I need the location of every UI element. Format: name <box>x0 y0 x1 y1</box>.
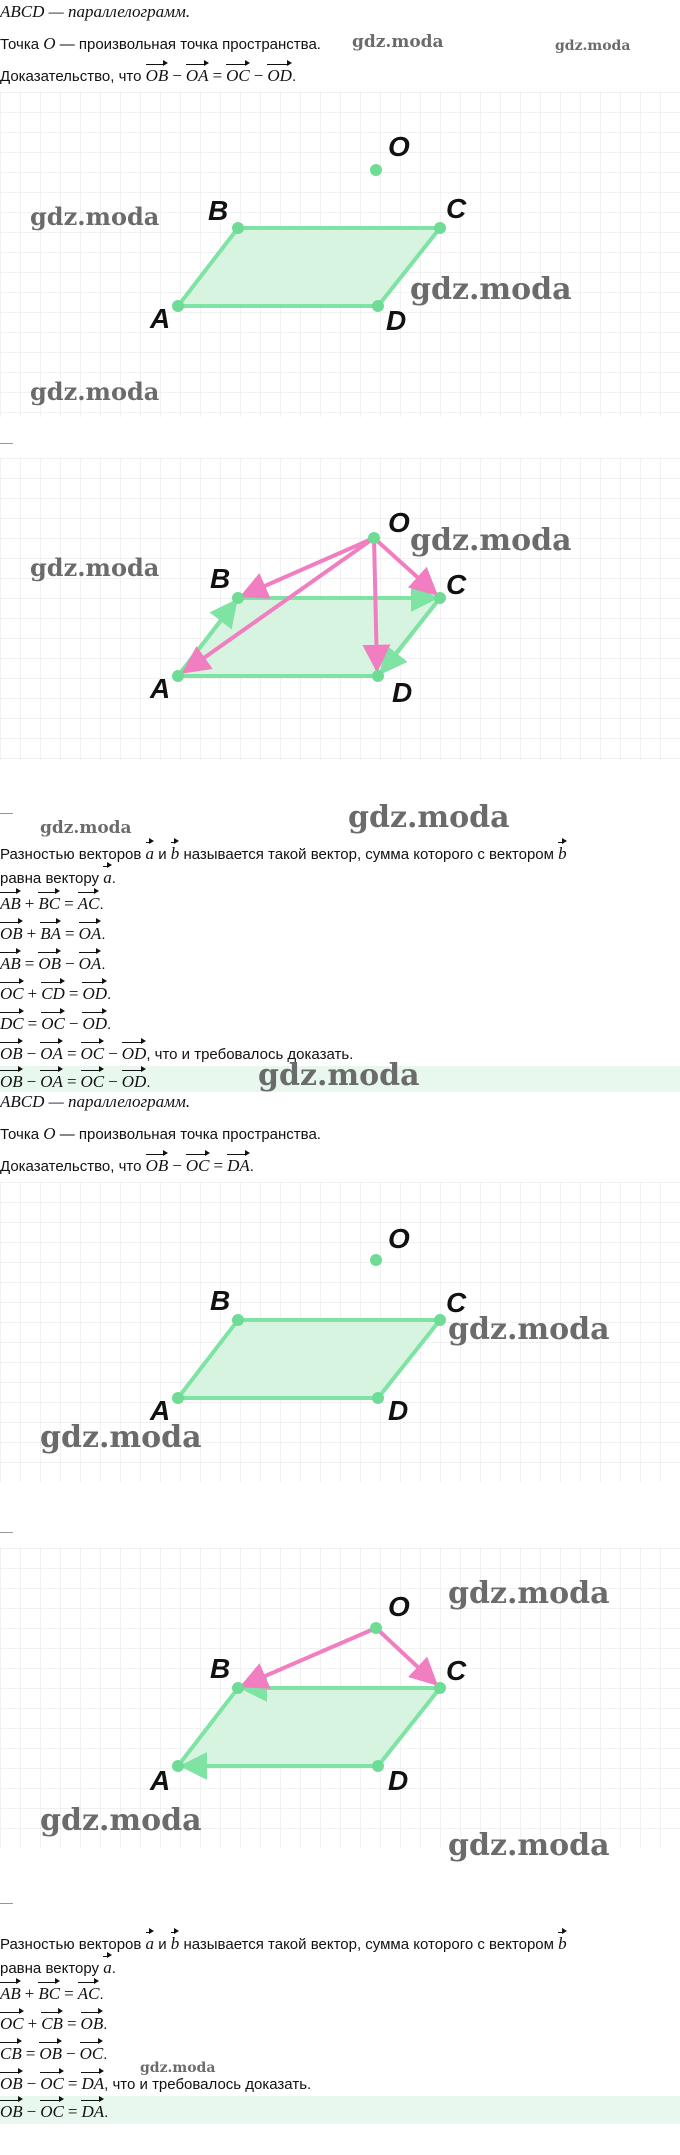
point-A <box>172 670 184 682</box>
prove-line-1 <box>0 60 680 84</box>
point-B <box>232 592 244 604</box>
vector-OC: OC <box>41 1012 65 1036</box>
definition-text: равна вектору <box>0 870 100 887</box>
op: = <box>213 1156 224 1175</box>
point-var: O <box>43 1124 56 1143</box>
op: = <box>64 1984 74 2003</box>
point-D <box>372 300 384 312</box>
watermark: gdz.moda <box>410 272 572 307</box>
op: − <box>172 1156 182 1175</box>
point-C <box>434 1314 446 1326</box>
watermark: gdz.moda <box>140 2060 216 2076</box>
vector-BA: BA <box>40 922 61 946</box>
vector-OB: OB <box>0 2072 23 2096</box>
vector-OD: OD <box>267 64 292 88</box>
label-O: O <box>388 1223 410 1254</box>
definition-text: Разностью векторов <box>0 1936 142 1953</box>
vector-OD: OD <box>82 982 107 1006</box>
watermark: gdz.moda <box>30 553 160 582</box>
op: − <box>68 1014 79 1033</box>
vector-OB: OB <box>0 922 23 946</box>
label-A: A <box>150 1765 171 1796</box>
point-B <box>232 1682 244 1694</box>
vector-OB: OB <box>0 2100 23 2124</box>
period: . <box>107 1016 112 1033</box>
equation-8 <box>0 2008 680 2032</box>
point-A <box>172 1760 184 1772</box>
vector-AC: AC <box>78 892 100 916</box>
point-D <box>372 1760 384 1772</box>
watermark: gdz.moda <box>40 1803 202 1838</box>
vector-OB: OB <box>0 1070 23 1094</box>
point-O <box>370 1622 382 1634</box>
vector-OD: OD <box>82 1012 107 1036</box>
op: − <box>253 66 264 85</box>
op: + <box>27 984 38 1003</box>
vector-OB: OB <box>81 2012 104 2036</box>
watermark: gdz.moda <box>448 1576 610 1611</box>
period: . <box>99 896 104 913</box>
period: . <box>101 956 106 973</box>
op: = <box>67 2074 78 2093</box>
op: = <box>27 1014 38 1033</box>
label-B: B <box>208 195 229 226</box>
period: . <box>146 1074 151 1091</box>
vector-BC: BC <box>38 892 60 916</box>
period: . <box>99 1986 104 2003</box>
vector-a: a <box>146 842 155 866</box>
watermark: gdz.moda <box>30 202 160 231</box>
vector-OB: OB <box>39 2042 62 2066</box>
equation-9 <box>0 2038 680 2062</box>
label-O: O <box>388 507 410 538</box>
vector-b: b <box>171 842 180 866</box>
period: . <box>111 870 116 887</box>
op: + <box>24 894 35 913</box>
equation-10 <box>0 2068 680 2092</box>
watermark: gdz.moda <box>410 523 572 558</box>
vector-CB: CB <box>41 2012 63 2036</box>
prove-line-2 <box>0 1150 680 1174</box>
op: = <box>66 1044 77 1063</box>
label-D: D <box>388 1765 409 1796</box>
op: − <box>26 1044 37 1063</box>
figure-2-svg <box>0 458 680 760</box>
period: . <box>107 986 112 1003</box>
figure-vectors-1 <box>0 458 680 760</box>
period: . <box>291 68 297 85</box>
vector-OC: OC <box>0 982 24 1006</box>
label-O: O <box>388 131 410 162</box>
vector-b: b <box>171 1932 180 1956</box>
vector-OA: OA <box>40 1070 63 1094</box>
op: = <box>65 924 75 943</box>
vector-b: b <box>558 1932 567 1956</box>
op: + <box>24 1984 35 2003</box>
vector-OB: OB <box>0 1042 23 1066</box>
given-line-1 <box>0 0 680 24</box>
op: − <box>66 2044 76 2063</box>
label-A: A <box>150 673 171 704</box>
label-D: D <box>392 677 413 708</box>
watermark: gdz.moda <box>40 1420 202 1455</box>
given-line-2 <box>0 1090 680 1114</box>
point-A <box>172 1392 184 1404</box>
op: + <box>27 2014 38 2033</box>
point-C <box>434 1682 446 1694</box>
vector-a: a <box>103 866 112 890</box>
vector-OA: OA <box>79 952 102 976</box>
vector-OB: OB <box>38 952 61 976</box>
op: = <box>212 66 223 85</box>
label-A: A <box>150 303 171 334</box>
op: − <box>108 1072 118 1091</box>
vector-BC: BC <box>38 1982 60 2006</box>
period: . <box>103 2016 108 2033</box>
separator-dash: — <box>0 1895 13 1910</box>
vector-OC: OC <box>0 2012 24 2036</box>
vector-OD: OD <box>122 1042 147 1066</box>
separator-dash: — <box>0 805 13 820</box>
vector-DA: DA <box>81 2100 104 2124</box>
period: . <box>101 926 106 943</box>
equation-1 <box>0 888 680 912</box>
op: − <box>26 1072 37 1091</box>
vector-AB: AB <box>0 952 21 976</box>
point-prefix: Точка <box>0 1126 40 1143</box>
figure-parallelogram-2 <box>0 1182 680 1482</box>
watermark: gdz.moda <box>555 38 631 54</box>
vector-OA: OA <box>186 64 209 88</box>
figure-vectors-2 <box>0 1548 680 1863</box>
equation-4 <box>0 978 680 1002</box>
op: − <box>26 2074 37 2093</box>
op: = <box>66 1072 77 1091</box>
vector-OB: OB <box>146 64 169 88</box>
conclusion-text: , что и требовалось доказать. <box>104 2076 312 2093</box>
watermark: gdz.moda <box>348 800 510 835</box>
vector-AC: AC <box>78 1982 100 2006</box>
period: . <box>104 2104 109 2121</box>
definition-text: называется такой вектор, сумма которого с вектором <box>183 846 554 863</box>
label-B: B <box>210 1285 231 1316</box>
op: = <box>24 954 35 973</box>
point-suffix: — произвольная точка пространства. <box>59 36 321 53</box>
equation-5 <box>0 1008 680 1032</box>
op: = <box>25 2044 36 2063</box>
vector-a: a <box>146 1932 155 1956</box>
vector-OC: OC <box>186 1154 210 1178</box>
figure-1-svg <box>0 92 680 417</box>
vector-OD: OD <box>122 1070 147 1094</box>
point-O <box>370 164 382 176</box>
point-D <box>372 670 384 682</box>
op: = <box>66 2014 77 2033</box>
vector-a: a <box>103 1956 112 1980</box>
point-D <box>372 1392 384 1404</box>
definition-line-1 <box>0 838 680 862</box>
period: . <box>111 1960 116 1977</box>
watermark: gdz.moda <box>30 377 160 406</box>
conclusion-text: , что и требовалось доказать. <box>146 1046 354 1063</box>
watermark: gdz.moda <box>40 818 132 838</box>
equation-7 <box>0 1978 680 2002</box>
period: . <box>103 2046 108 2063</box>
given-text: ABCD — параллелограмм. <box>0 2 191 21</box>
point-var: O <box>43 34 56 53</box>
given-text: ABCD — параллелограмм. <box>0 1092 191 1111</box>
definition-text: называется такой вектор, сумма которого с вектором <box>183 1936 554 1953</box>
vector-OA: OA <box>79 922 102 946</box>
answer-highlight-2 <box>0 2096 680 2124</box>
point-C <box>434 592 446 604</box>
watermark: gdz.moda <box>448 1828 610 1863</box>
op: = <box>68 984 79 1003</box>
vector-OC: OC <box>40 2100 64 2124</box>
label-C: C <box>446 193 467 224</box>
vector-OB: OB <box>146 1154 169 1178</box>
point-prefix: Точка <box>0 36 40 53</box>
figure-parallelogram-1 <box>0 92 680 417</box>
point-O <box>368 532 380 544</box>
vector-CB: CB <box>0 2042 22 2066</box>
definition-line-3 <box>0 1928 680 1952</box>
and-text: и <box>158 846 167 863</box>
vector-AB: AB <box>0 892 21 916</box>
label-B: B <box>210 1653 231 1684</box>
vector-OC: OC <box>226 64 250 88</box>
definition-text: равна вектору <box>0 1960 100 1977</box>
op: − <box>26 2102 37 2121</box>
vector-AB: AB <box>0 1982 21 2006</box>
point-A <box>172 300 184 312</box>
prove-prefix: Доказательство, что <box>0 1158 142 1175</box>
vector-DC: DC <box>0 1012 24 1036</box>
label-C: C <box>446 1287 467 1318</box>
vector-OC: OC <box>81 1042 105 1066</box>
vector-OC: OC <box>40 2072 64 2096</box>
op: + <box>26 924 37 943</box>
watermark: gdz.moda <box>448 1312 610 1347</box>
label-D: D <box>386 305 407 336</box>
op: − <box>65 954 75 973</box>
separator-dash: — <box>0 435 13 450</box>
watermark: gdz.moda <box>352 32 444 52</box>
label-B: B <box>210 563 231 594</box>
point-suffix: — произвольная точка пространства. <box>59 1126 321 1143</box>
definition-line-2 <box>0 862 680 886</box>
point-O <box>370 1254 382 1266</box>
label-C: C <box>446 569 467 600</box>
period: . <box>249 1158 254 1175</box>
watermark: gdz.moda <box>258 1058 420 1093</box>
op: − <box>172 66 182 85</box>
vector-CD: CD <box>41 982 65 1006</box>
label-C: C <box>446 1655 467 1686</box>
vector-DA: DA <box>81 2072 104 2096</box>
equation-2 <box>0 918 680 942</box>
vector-OA: OA <box>40 1042 63 1066</box>
op: = <box>67 2102 78 2121</box>
point-B <box>232 1314 244 1326</box>
and-text: и <box>158 1936 167 1953</box>
prove-prefix: Доказательство, что <box>0 68 142 85</box>
point-B <box>232 222 244 234</box>
point-line-2 <box>0 1122 680 1146</box>
op: − <box>108 1044 118 1063</box>
separator-dash: — <box>0 1524 13 1539</box>
definition-line-4 <box>0 1952 680 1976</box>
vector-OC: OC <box>81 1070 105 1094</box>
vector-OC: OC <box>80 2042 104 2066</box>
op: = <box>64 894 74 913</box>
definition-text: Разностью векторов <box>0 846 142 863</box>
label-D: D <box>388 1395 409 1426</box>
vector-b: b <box>558 842 567 866</box>
point-C <box>434 222 446 234</box>
label-A: A <box>150 1395 171 1426</box>
label-O: O <box>388 1591 410 1622</box>
vector-DA: DA <box>227 1154 250 1178</box>
equation-3 <box>0 948 680 972</box>
